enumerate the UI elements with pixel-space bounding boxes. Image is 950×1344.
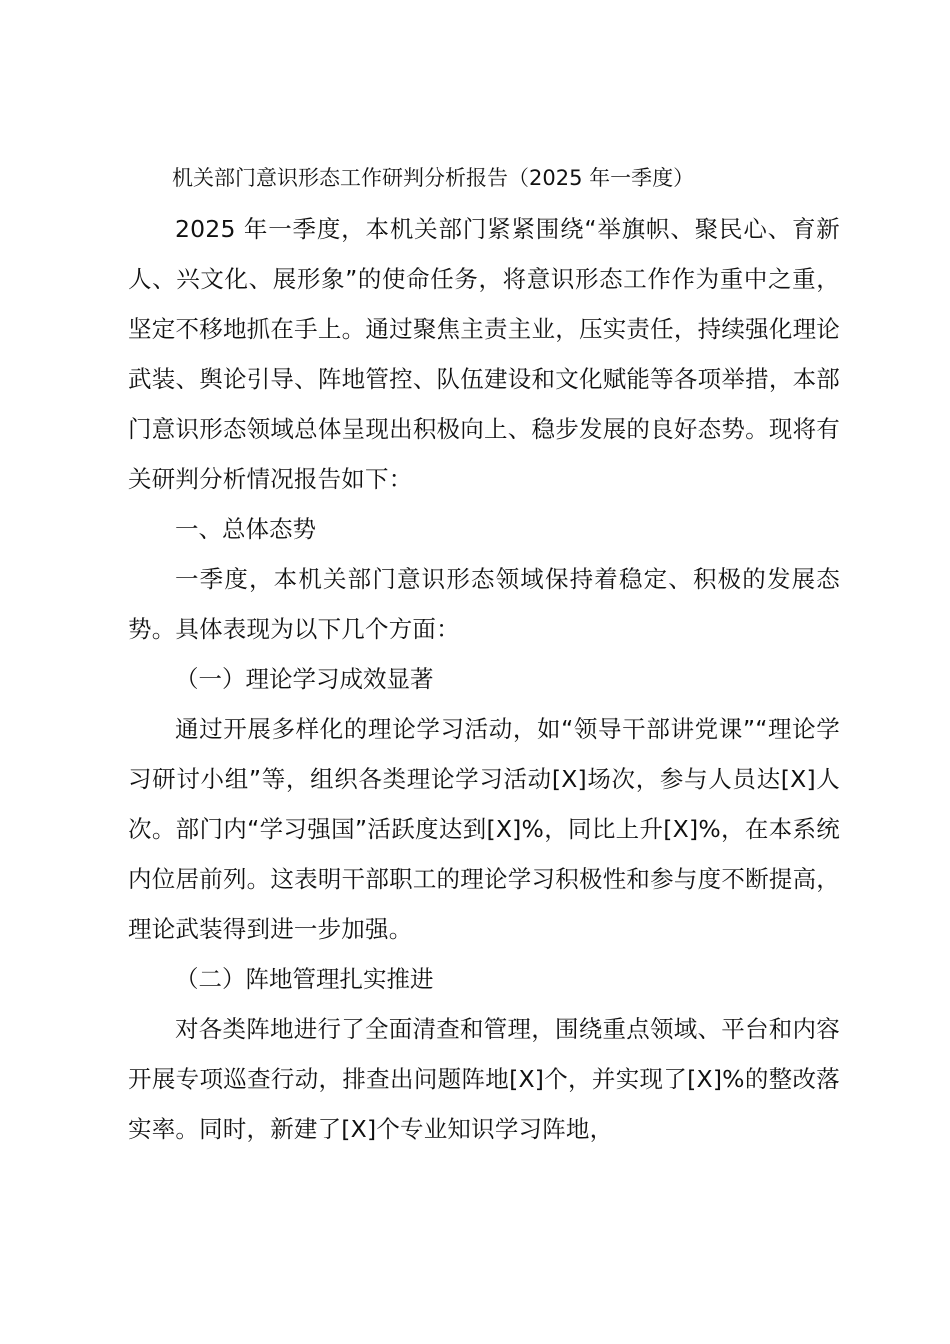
intro-paragraph: 2025 年一季度，本机关部门紧紧围绕“举旗帜、聚民心、育新人、兴文化、展形象”的使命任务，将意识形态工作作为重中之重，坚定不移地抓在手上。通过聚焦主责主业，压实责任，持续强化理论武装、舆论引导、阵地管控、队伍建设和文化赋能等各项举措，本部门意识形态领域总体呈现出积极向上、稳步发展的良好态势。现将有关研判分析情况报告如下： xyxy=(128,215,840,493)
section-heading-overall: 一、总体态势 xyxy=(175,515,316,543)
document-title: 机关部门意识形态工作研判分析报告（2025 年一季度） xyxy=(172,166,695,190)
subsection-paragraph-theory: 通过开展多样化的理论学习活动，如“领导干部讲党课”“理论学习研讨小组”等，组织各类理论学习活动[X]场次，参与人员达[X]人次。部门内“学习强国”活跃度达到[X]%，同比上升[X]%，在本系统内位居前列。这表明干部职工的理论学习积极性和参与度不断提高，理论武装得到进一步加强。 xyxy=(128,715,840,943)
section-paragraph-overall: 一季度，本机关部门意识形态领域保持着稳定、积极的发展态势。具体表现为以下几个方面： xyxy=(128,565,840,643)
subsection-paragraph-positions: 对各类阵地进行了全面清查和管理，围绕重点领域、平台和内容开展专项巡查行动，排查出问题阵地[X]个，并实现了[X]%的整改落实率。同时，新建了[X]个专业知识学习阵地， xyxy=(128,1015,840,1143)
subsection-heading-positions: （二）阵地管理扎实推进 xyxy=(175,965,434,993)
subsection-heading-theory: （一）理论学习成效显著 xyxy=(175,665,434,693)
document-body xyxy=(128,163,840,1154)
